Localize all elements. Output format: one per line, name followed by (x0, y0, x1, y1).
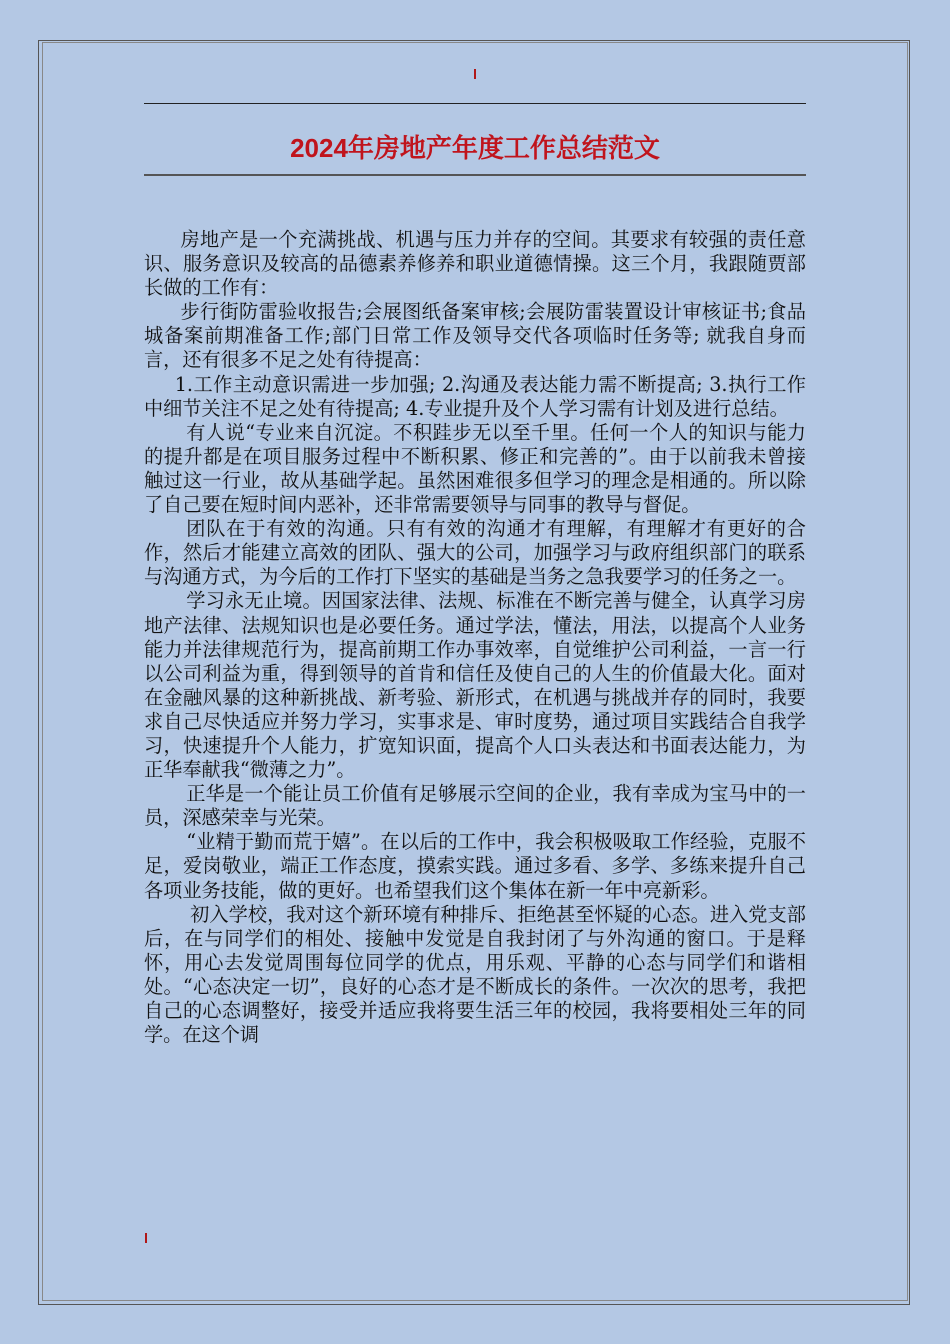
header-rule (144, 103, 806, 104)
paragraph: 初入学校，我对这个新环境有种排斥、拒绝甚至怀疑的心态。进入党支部后，在与同学们的相处、接触中发觉是自我封闭了与外沟通的窗口。于是释怀，用心去发觉周围每位同学的优点，用乐观、平静的心态与同学们和谐相处。“心态决定一切”，良好的心态才是不断成长的条件。一次次的思考，我把自己的心态调整好，接受并适应我将要生活三年的校园，我将要相处三年的同学。在这个调 (144, 902, 806, 1047)
footer-mark (145, 1233, 147, 1243)
paragraph: “业精于勤而荒于嬉”。在以后的工作中，我会积极吸取工作经验，克服不足，爱岗敬业，端正工作态度，摸索实践。通过多看、多学、多练来提升自己各项业务技能，做的更好。也希望我们这个集体在新一年中亮新彩。 (144, 830, 806, 902)
paragraph: 步行街防雷验收报告;会展图纸备案审核;会展防雷装置设计审核证书;食品城备案前期准备工作;部门日常工作及领导交代各项临时任务等; 就我自身而言，还有很多不足之处有待提高： (144, 300, 806, 372)
paragraph: 学习永无止境。因国家法律、法规、标准在不断完善与健全，认真学习房地产法律、法规知识也是必要任务。通过学法，懂法，用法，以提高个人业务能力并法律规范行为，提高前期工作办事效率，自觉维护公司利益，一言一行以公司利益为重，得到领导的首肯和信任及使自己的人生的价值最大化。面对在金融风暴的这种新挑战、新考验、新形式，在机遇与挑战并存的同时，我要求自己尽快适应并努力学习，实事求是、审时度势，通过项目实践结合自我学习，快速提升个人能力，扩宽知识面，提高个人口头表达和书面表达能力，为正华奉献我“微薄之力”。 (144, 589, 806, 782)
paragraph: 有人说“专业来自沉淀。不积跬步无以至千里。任何一个人的知识与能力的提升都是在项目服务过程中不断积累、修正和完善的”。由于以前我未曾接触过这一行业，故从基础学起。虽然困难很多但学习的理念是相通的。所以除了自己要在短时间内恶补，还非常需要领导与同事的教导与督促。 (144, 420, 806, 517)
paragraph: 团队在于有效的沟通。只有有效的沟通才有理解，有理解才有更好的合作，然后才能建立高效的团队、强大的公司，加强学习与政府组织部门的联系与沟通方式，为今后的工作打下坚实的基础是当务之急我要学习的任务之一。 (144, 517, 806, 589)
header-mark (474, 69, 476, 79)
paragraph: 1.工作主动意识需进一步加强; 2.沟通及表达能力需不断提高; 3.执行工作中细节关注不足之处有待提高; 4.专业提升及个人学习需有计划及进行总结。 (144, 372, 806, 420)
paragraph: 正华是一个能让员工价值有足够展示空间的企业，我有幸成为宝马中的一员，深感荣幸与光荣。 (144, 782, 806, 830)
document-title: 2024年房地产年度工作总结范文 (290, 133, 660, 163)
paragraph: 房地产是一个充满挑战、机遇与压力并存的空间。其要求有较强的责任意识、服务意识及较高的品德素养修养和职业道德情操。这三个月，我跟随贾部长做的工作有： (144, 228, 806, 300)
title-rule (144, 174, 806, 176)
document-body (144, 228, 806, 1047)
